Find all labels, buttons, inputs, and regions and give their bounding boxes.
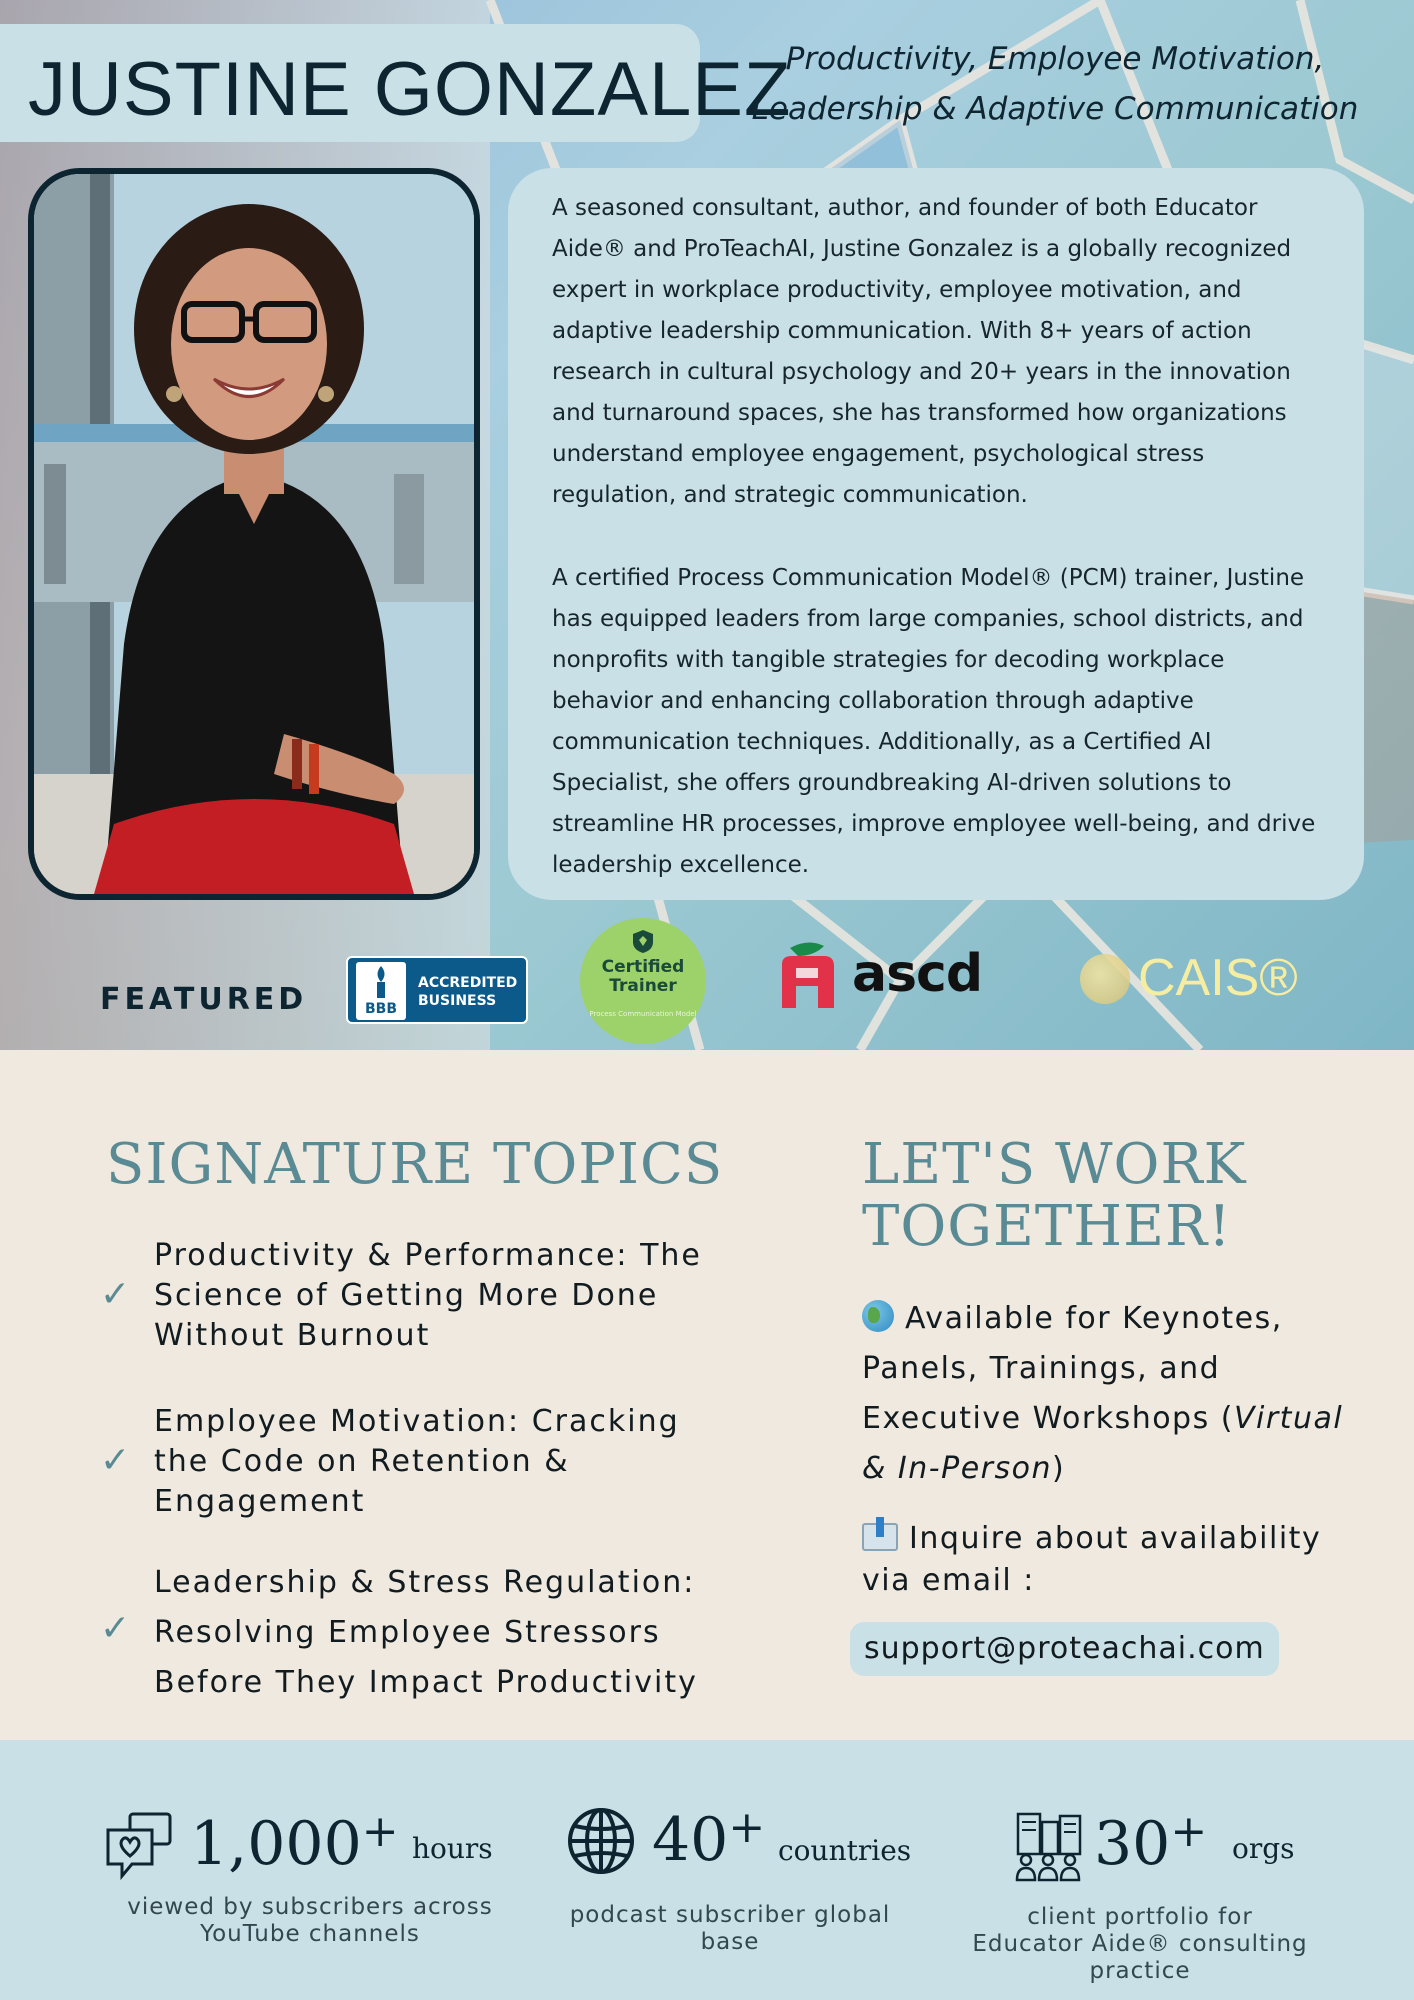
certified-trainer-text — [580, 958, 706, 996]
checkmark-icon: ✓ — [100, 1440, 131, 1481]
cert-ring-text: Process Communication Model — [589, 1010, 697, 1018]
checkmark-icon: ✓ — [100, 1608, 131, 1649]
stat-description: viewed by subscribers across YouTube channels — [127, 1894, 493, 1947]
stats-bar — [0, 1740, 1414, 2000]
availability-text — [862, 1294, 1362, 1494]
topic-text: Employee Motivation: Cracking the Code on Retention & Engagement — [154, 1404, 680, 1519]
topic-text: Productivity & Performance: The Science of Getting More Done Without Burnout — [154, 1238, 702, 1353]
inquire-text — [862, 1518, 1372, 1602]
bbb-seal-text: BBB — [364, 1001, 397, 1017]
stat-countries — [560, 1740, 912, 2000]
shield-icon — [630, 928, 656, 954]
certified-trainer-badge — [580, 918, 706, 1044]
stat-unit: hours — [412, 1832, 493, 1865]
stat-hours — [100, 1740, 500, 2000]
work-together-title: LET'S WORK TOGETHER! — [862, 1132, 1247, 1259]
stat-number: 40+ — [652, 1802, 766, 1875]
signature-topics-title: SIGNATURE TOPICS — [106, 1132, 724, 1197]
bio-paragraph-1: A seasoned consultant, author, and founder of both Educator Aide® and ProTeachAI, Justine Gonzalez is a globally recognized expert in workplace productivity, employee motivation, and adaptive leadership communication. With 8+ years of action research in cultural psychology and 20+ years in the innovation and turnaround spaces, she has transformed how organizations understand employee engagement, psychological stress regulation, and strategic communication. — [552, 195, 1292, 508]
chat-heart-icon — [106, 1812, 174, 1882]
globe-emoji-icon — [862, 1300, 894, 1332]
portrait-illustration — [34, 174, 474, 894]
stat-number: 1,000+ — [190, 1806, 399, 1879]
cert-line-2: Trainer — [609, 976, 677, 996]
ascd-logo — [778, 938, 998, 1008]
bbb-text — [418, 974, 517, 1010]
torch-icon — [356, 962, 406, 1002]
bio-panel — [508, 168, 1364, 900]
ascd-wordmark: ascd — [852, 944, 983, 1004]
cais-globe-icon — [1080, 954, 1130, 1004]
tagline-line-1: Productivity, Employee Motivation, — [785, 41, 1325, 77]
topic-text: Leadership & Stress Regulation: Resolving Employee Stressors Before They Impact Productivity — [154, 1565, 698, 1700]
speaker-name: JUSTINE GONZALEZ — [28, 47, 792, 132]
stat-orgs — [970, 1740, 1330, 2000]
bbb-accredited-logo — [346, 956, 528, 1024]
speaker-portrait — [28, 168, 480, 900]
stat-unit: countries — [778, 1834, 912, 1867]
email-link[interactable]: support@proteachai.com — [850, 1622, 1279, 1676]
cert-line-1: Certified — [601, 957, 685, 977]
stat-description: client portfolio for Educator Aide® consulting practice — [972, 1904, 1308, 1984]
name-banner — [0, 24, 792, 142]
inbox-tray-icon — [862, 1523, 898, 1551]
bio-paragraph-2: A certified Process Communication Model® (PCM) trainer, Justine has equipped leaders from large companies, school districts, and nonprofits with tangible strategies for decoding workplace behavior and enhancing collaboration through adaptive communication techniques. Additionally, as a Certified AI Specialist, she offers groundbreaking AI-driven solutions to streamline HR processes, improve employee well-being, and drive leadership excellence. — [552, 565, 1316, 878]
cais-wordmark: CAIS® — [1138, 949, 1298, 1007]
globe-icon — [566, 1806, 636, 1876]
building-people-icon — [1012, 1812, 1084, 1882]
bbb-seal-icon — [356, 962, 406, 1020]
featured-label: FEATURED — [100, 982, 308, 1017]
bbb-line-2: BUSINESS — [418, 993, 497, 1009]
availability-main: Available for Keynotes, Panels, Trainings, and Executive Workshops ( — [862, 1301, 1283, 1436]
bbb-line-1: ACCREDITED — [418, 975, 518, 991]
availability-italic: Virtual & In-Person — [862, 1401, 1344, 1486]
inquire-label: Inquire about availability via email : — [862, 1521, 1322, 1598]
stat-description: podcast subscriber global base — [569, 1902, 891, 1955]
stat-number: 30+ — [1094, 1806, 1208, 1879]
cais-logo — [1080, 948, 1300, 1012]
checkmark-icon: ✓ — [100, 1274, 131, 1315]
stat-unit: orgs — [1232, 1832, 1295, 1865]
apple-logo-icon — [778, 938, 838, 1010]
tagline-line-2: Leadership & Adaptive Communication — [751, 91, 1359, 127]
tagline — [730, 34, 1380, 134]
availability-end: ) — [1052, 1451, 1066, 1486]
